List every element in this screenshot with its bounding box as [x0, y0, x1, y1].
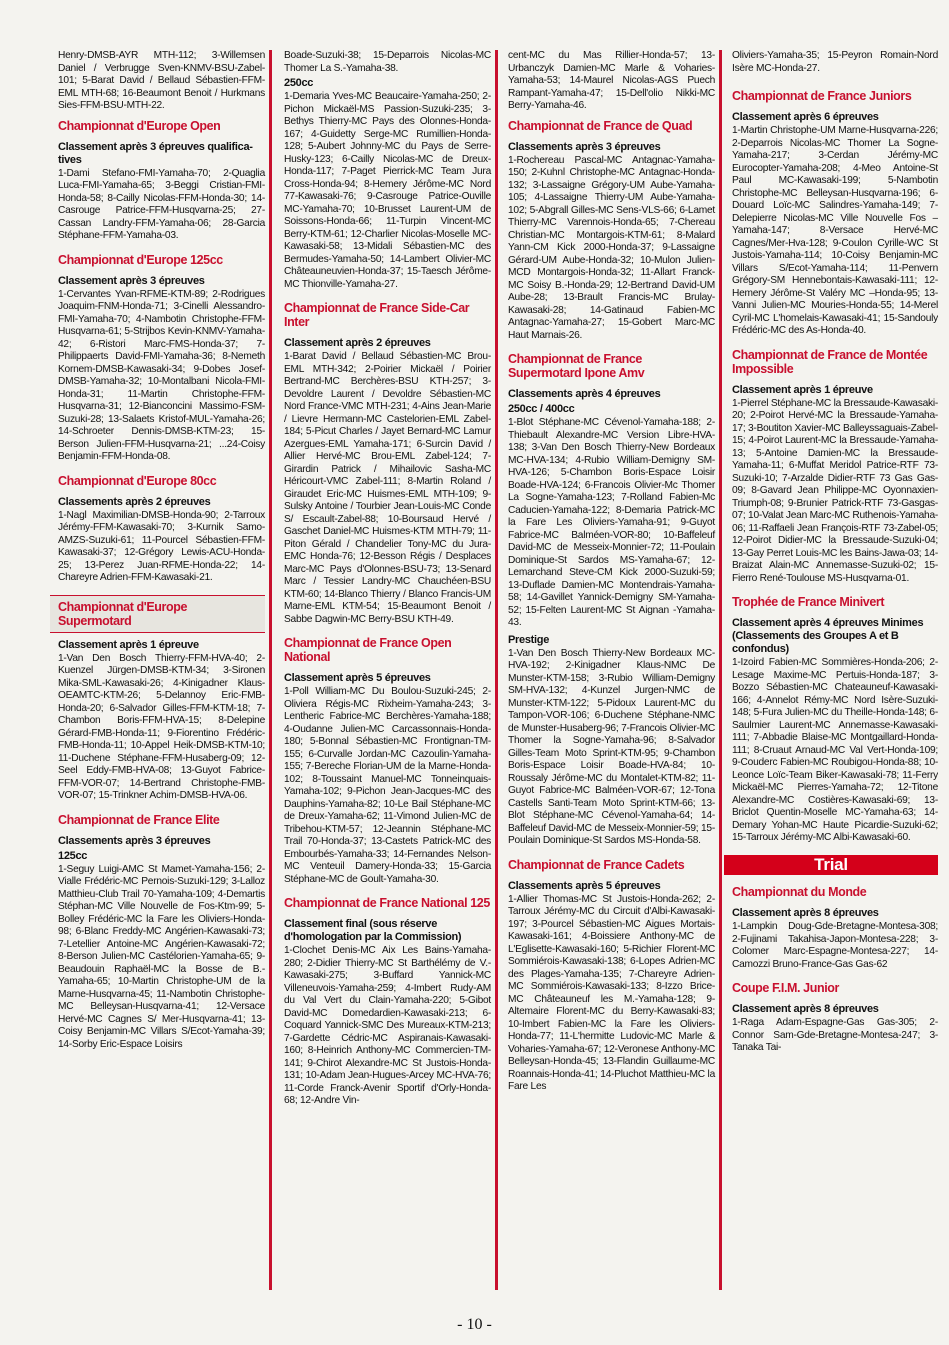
- section-europe-supermotard: [50, 595, 265, 803]
- section-title: Championnat de France Juniors: [732, 89, 912, 103]
- section-subtitle: Classements après 2 épreuves: [58, 495, 211, 508]
- section-title: Championnat de France Elite: [58, 812, 220, 827]
- results-text: 1-Pierrel Stéphane-MC la Bressaude-Kawasaki-20; 2-Poirot Hervé-MC la Bressaude-Yamaha-17; 3-Boutiton Xavier-MC Balleyssaguais-Zabel-15; 4-Poirot Laurent-MC la Bressaude-Yamaha-13; 5-Antoine Damien-MC la Bressaude-Yamaha-11; 6-Muffat Meridol Patrice-RTF 73-Suzuki-10; 7-Arzalde Didier-RTF 73 Gas Gas-09; 8-Gavard Jean Philippe-MC Oyonnaxien-Triumph-08; 9-Brunier Patrick-RTF 73-Gasgas-07; 10-Valat Jean Marc-MC Ruthenois-Yamaha-06; 11-Raffaeli Jean François-RTF 73-Zabel-05; 12-Poirot Didier-MC la Bressaude-Suzuki-04; 13-Gay Perret Louis-MC les Bains-Jawa-03; 14-Braizat Alain-MC Annemasse-Suzuki-02; 15-Fierro René-Toulouse MS-Husqvarna-01.: [732, 397, 938, 584]
- results-text: 1-Cervantes Yvan-RFME-KTM-89; 2-Rodrigues Joaquim-FNM-Honda-71; 3-Cinelli Alessandro-FMI-Yamaha-70; 4-Nambotin Christophe-FFM-Husqvarna-61; 5-Strijbos Kevin-KNMV-Yamaha-42; 6-Ristori Marc-FMS-Honda-37; 7-Philippaerts David-FMI-Yamaha-36; 8-Nemeth Kornem-DMSB-Kawasaki-34; 9-Dobes Josef-DMSB-Yamaha-32; 10-Montalbani Nicola-FMI-Honda-31; 11-Martin Christophe-FFM-Husqvarna-31; 12-Bianconcini Massimo-FSM-Suzuki-28; 13-Salaets Kristof-MUL-Yamaha-26; 14-Schroeter Dennis-DMSB-KTM-23; 15-Berson Julien-FFM-Husqvarna-21; ...24-Coisy Benjamin-FFM-Honda-08.: [58, 288, 265, 462]
- section-coupe-fim-junior: [724, 981, 938, 1055]
- results-text: 1-Raga Adam-Espagne-Gas Gas-305; 2-Connor Sam-Gde-Bretagne-Montesa-247; 3-Tanaka Tai-: [732, 1017, 938, 1053]
- column-2: [276, 50, 498, 1290]
- section-title: Championnat d'Europe 125cc: [58, 252, 223, 267]
- results-text: 1-Martin Christophe-UM Marne-Husqvarna-226; 2-Deparrois Nicolas-MC Thomer La Sogne-Yamaha-217; 3-Cerdan Jérémy-MC Eurocopter-Yamaha-208; 4-Meo Antoine-St Paul MC-Kawasaki-199; 5-Nambotin Christophe-MC Belleysan-Husqvarna-196; 6-Douard Loïc-MC Salindres-Yamaha-149; 7-Delepierre Nicolas-MC Ville Nouvelle Fos –Yamaha-147; 8-Versace Hervé-MC Cagnes/Mer-Hva-128; 9-Coulon Cyrille-WC St Justois-Yamaha-114; 10-Coisy Benjamin-MC Villars S/Ecot-Yamaha-114; 11-Penvern Grégory-SM Hennebontais-Kawasaki-111; 12-Hemery Jérôme-St Valéry MC –Honda-95; 13-Vanni Julien-MC Mouries-Honda-55; 14-Merel Cyril-MC L'homelais-Kawasaki-41; 15-Sandouly Frédéric-MC des As-Honda-40.: [732, 125, 938, 336]
- section-minivert: [724, 595, 938, 845]
- section-quad: [500, 119, 715, 343]
- section-subtitle: Classement après 3 épreuves qualifica-tives: [58, 140, 253, 166]
- class-label: 250cc: [284, 77, 314, 89]
- column-3: [500, 50, 722, 1290]
- section-subtitle: Classement après 6 épreuves: [732, 111, 879, 123]
- section-title: Coupe F.I.M. Junior: [732, 981, 839, 995]
- continued-text: Oliviers-Yamaha-35; 15-Peyron Romain-Nord Isère MC-Honda-27.: [732, 50, 938, 74]
- section-national-125: [276, 896, 491, 1108]
- section-title: Championnat de France de Montée Impossible: [732, 347, 928, 376]
- column-4: [724, 50, 938, 1290]
- section-subtitle: Classement après 4 épreuves Minimes (Classements des Groupes A et B confondus): [732, 617, 924, 655]
- results-text: 1-Poll William-MC Du Boulou-Suzuki-245; 2-Oliviera Régis-MC Rixheim-Yamaha-243; 3-Lentheric Fabrice-MC Berchères-Yamaha-188; 4-Oudanne Julien-MC Carcassonnais-Honda-180; 5-Bonnal Sébastien-MC Frontignan-TM-155; 6-Curvalle Jordan-MC Cazoulin-Yamaha-155; 7-Bereche Florian-UM de la Marne-Honda-102; 8-Toussaint Manuel-MC Tonneinquais-Yamaha-102; 9-Pichon Jean-Jacques-MC des Dauphins-Yamaha-82; 10-Le Bail Stéphane-MC de Dreux-Yamaha-62; 11-Vimond Julien-MC de Tribehou-KTM-57; 12-Jeannin Stéphane-MC Trail 70-Honda-37; 13-Castets Patrick-MC des Embourbés-Yamaha-33; 14-Fernandes Nelson-MC Venteuil Damery-Honda-33; 15-Garcia Stéphane-MC de Goult-Yamaha-30.: [284, 686, 491, 885]
- section-title: Championnat de France de Quad: [508, 118, 693, 133]
- section-subtitle: Classement après 1 épreuve: [732, 383, 873, 396]
- section-open-national: [276, 636, 491, 886]
- section-subtitle: Classements après 3 épreuves: [508, 140, 661, 153]
- class-label: Prestige: [508, 633, 550, 646]
- section-side-car-inter: [276, 301, 491, 626]
- section-title: Championnat d'Europe Supermotard: [50, 595, 265, 633]
- trial-banner: Trial: [724, 855, 938, 876]
- section-subtitle: Classements après 4 épreuves: [508, 388, 661, 400]
- section-title: Championnat d'Europe Open: [58, 118, 221, 133]
- continued-text: Boade-Suzuki-38; 15-Deparrois Nicolas-MC Thomer La S.-Yamaha-38.: [284, 50, 491, 74]
- results-text: 1-Nagl Maximilian-DMSB-Honda-90; 2-Tarroux Jérémy-FFM-Kawasaki-70; 3-Kurnik Samo-AMZS-Suzuki-61; 11-Pourcel Sébastien-FFM-Kawasaki-37; 12-Grégory Lewis-ACU-Honda-25; 13-Perez Juan-RFME-Honda-22; 14-Chareyre Adrien-FFM-Kawasaki-21.: [58, 509, 265, 583]
- results-text: 1-Seguy Luigi-AMC St Mamet-Yamaha-156; 2-Vialle Frédéric-MC Pernois-Suzuki-129; 3-Lalloz Matthieu-Club Trail 70-Yamaha-109; 4-Demartis Stéphan-MC Ville Nouvelle de Fos-Ktm-99; 5-Bolley Frédéric-MC la Fare les Oliviers-Honda-98; 6-Blanc Freddy-MC Angérien-Kawasaki-73; 7-Letellier Antoine-MC Angérien-Kawasaki-72; 8-Berson Julien-MC Castélorien-Yamaha-65; 9-Beaudouin Raphaël-MC la Bosse de B.-Yamaha-65; 10-Martin Christophe-UM de la Marne-Husqvarna-45; 11-Nambotin Christophe-MC Belleysan-Husqvarna-41; 12-Versace Hervé-MC Cagnes S/ Mer-Husqvarna-41; 13-Coisy Benjamin-MC Villars S/Ecot-Yamaha-39; 14-Sorby Eric-Espace Loisirs: [58, 863, 265, 1050]
- results-text: 1-Rochereau Pascal-MC Antagnac-Yamaha-150; 2-Kuhnl Christophe-MC Antagnac-Honda-132; 3-Lassaigne Grégory-UM Aube-Yamaha-105; 4-Lassaigne Thierry-UM Aube-Yamaha-102; 5-Abgrall Gilles-MC Sens-VLS-66; 6-Lamet Thierry-MC Varennois-Honda-65; 7-Chereau Christian-MC Montargois-KTM-61; 8-Malard Yann-CM Kick 2000-Honda-37; 9-Lassaigne Gérard-UM Aube-Honda-32; 10-Mulon Julien-MCD Montargois-Honda-32; 11-Allart Franck-MC Soisy B.-Honda-29; 12-Bertrand David-UM Aube-28; 13-Brault Francis-MC Brulay-Kawasaki-28; 14-Gatinaud Fabien-MC Antagnac-Yamaha-27; 15-Gobert Marc-MC Haut Marnais-26.: [508, 154, 715, 341]
- section-subtitle: Classement final (sous réserve d'homologation par la Commission): [284, 918, 462, 943]
- section-europe-125: [50, 253, 265, 464]
- section-juniors: [724, 89, 938, 338]
- results-text: 1-Clochet Denis-MC Aix Les Bains-Yamaha-280; 2-Didier Thierry-MC St Barthélémy de V.-Kawasaki-275; 3-Buffard Yannick-MC Villeneuvois-Yamaha-259; 4-Imbert Rudy-AM du Val Vert du Clain-Yamaha-220; 5-Gibot David-MC Domedardien-Kawasaki-213; 6-Coquard Yannick-SMC Des Mureaux-KTM-213; 7-Gardette Cédric-MC Aspiranais-Kawasaki-160; 8-Heinrich Anthony-MC Commercien-TM-141; 9-Chirot Alexandre-MC St Justois-Honda-131; 10-Adam Jean-Hugues-Arcey MC-HVA-76; 11-Corde Franck-Avenir Sportif d'Orly-Honda-68; 12-Andre Vin-: [284, 945, 491, 1106]
- section-subtitle: Classement après 8 épreuves: [732, 907, 879, 919]
- section-cadets: [500, 858, 715, 1094]
- section-subtitle: Classement après 3 épreuves: [58, 274, 205, 287]
- class-label: 250cc / 400cc: [508, 403, 575, 415]
- section-subtitle: Classement après 5 épreuves: [284, 672, 431, 684]
- section-title: Trophée de France Minivert: [732, 595, 885, 609]
- section-title: Championnat de France Supermotard Ipone Amv: [508, 352, 645, 380]
- page-number: - 10 -: [457, 1316, 492, 1333]
- column-1: [50, 50, 272, 1290]
- section-title: Championnat de France Open National: [284, 636, 452, 664]
- results-text: 1-Izoird Fabien-MC Sommières-Honda-206; 2-Lesage Maxime-MC Pertuis-Honda-187; 3-Bozzo Sébastien-MC Chateauneuf-Kawasaki-166; 4-Annelot Rémy-MC Nord Isère-Suzuki-148; 5-Fura Julien-MC du Theille-Honda-148; 6-Saulmier Laurent-MC Annemasse-Kawasaki-111; 7-Abbadie Blaise-MC Montgaillard-Honda-111; 8-Cruaut Arnaud-MC Val Vert-Honda-109; 9-Couderc Fabien-MC Roubigou-Honda-88; 10-Leonce Loïc-Team Biker-Kawasaki-78; 11-Ferry Mickaël-MC Pierres-Yamaha-72; 12-Titone Alexandre-MC Costières-Kawasaki-69; 13-Briclot Quentin-Moselle MC-Yamaha-63; 14-Demary Yohan-MC Haute Picardie-Suzuki-62; 15-Tarroux Jérémy-MC Albi-Kawasaki-60.: [732, 657, 938, 843]
- section-europe-80: [50, 474, 265, 585]
- section-subtitle: Classements après 3 épreuves: [58, 834, 211, 847]
- continued-text: cent-MC du Mas Rillier-Honda-57; 13-Urbanczyk Damien-MC Marle & Voharies-Yamaha-53; 14-Maurel Nicolas-AGS Puech Rampant-Yamaha-47; 15-Dell'olio Nikki-MC Berry-Yamaha-46.: [508, 50, 715, 111]
- section-title: Championnat de France Cadets: [508, 857, 685, 872]
- section-subtitle: Classement après 2 épreuves: [284, 337, 431, 349]
- section-title: Championnat de France National 125: [284, 896, 490, 910]
- results-text: 1-Van Den Bosch Thierry-FFM-HVA-40; 2-Kuenzel Jürgen-DMSB-KTM-34; 3-Sironen Mika-SML-Kawasaki-26; 4-Kinigadner Klaus-OEAMTC-KTM-26; 5-Delannoy Eric-FMB-Honda-20; 6-Salvador Gilles-FFM-KTM-18; 7-Chambon Boris-FFM-HVA-15; 8-Delepine Gérard-FMB-Honda-11; 9-Fiorentino Frédéric-FMB-Honda-11; 10-Appel Heik-DMSB-KTM-10; 11-Duchene Stéphane-FFM-Husaberg-09; 12-Seel Eddy-FMB-HVA-08; 13-Guyot Fabrice-FFM-VOR-07; 14-Bertrand Christophe-FMB-VOR-07; 15-Trinkner Achim-DMSB-HVA-06.: [58, 652, 265, 801]
- results-text: 1-Van Den Bosch Thierry-New Bordeaux MC-HVA-192; 2-Kinigadner Klaus-NMC De Munster-KTM-158; 3-Rubio William-Demigny SM-HVA-132; 4-Kunzel Jurgen-NMC de Munster-KTM-122; 5-Pidoux Laurent-MC du Tampon-VOR-106; 6-Duchene Stéphane-NMC de Munster-Husaberg-96; 7-Francois Olivier-MC Thomer la Sogne-Yamaha-96; 8-Salvador Gilles-Team Moto Sprint-KTM-95; 9-Chambon Boris-Espace Loisir Boade-HVA-84; 10-Roussaly Jérôme-MC du Montalet-KTM-82; 11-Guyot Fabrice-MC Balméen-VOR-67; 12-Tona Castells Santi-Team Moto Sprint-KTM-66; 13-Blot Stéphane-MC Cévenol-Yamaha-64; 14-Baffeleuf David-MC de Messeix-Monnier-59; 15-Poulain Dominique-St Sardos MS-Honda-58.: [508, 647, 715, 846]
- continued-text: Henry-DMSB-AYR MTH-112; 3-Willemsen Daniel / Verbrugge Sven-KNMV-BSU-Zabel-101; 5-Barat David / Bellaud Sébastien-FFM-EML MTH-68; 16-Beaumont Benoit / Hurkmans Sies-FFM-BSU-MTH-22.: [58, 50, 265, 111]
- section-subtitle: Classement après 8 épreuves: [732, 1003, 879, 1015]
- section-title: Championnat de France Side-Car Inter: [284, 301, 470, 329]
- section-title: Championnat du Monde: [732, 885, 867, 899]
- results-text: 1-Dami Stefano-FMI-Yamaha-70; 2-Quaglia Luca-FMI-Yamaha-65; 3-Beggi Cristian-FMI-Honda-58; 8-Cailly Nicolas-FFM-Honda-30; 14-Casrouge Patrice-FFM-Husqvarna-25; 27-Cassan Landry-FFM-Yamaha-06; 28-Garcia Stéphane-FFM-Yamaha-03.: [58, 167, 265, 241]
- class-label: 125cc: [58, 849, 88, 862]
- section-trial-monde: [724, 885, 938, 971]
- section-supermotard: [500, 352, 715, 848]
- section-title: Championnat d'Europe 80cc: [58, 473, 217, 488]
- section-montee-impossible: [724, 348, 938, 586]
- results-text: 1-Allier Thomas-MC St Justois-Honda-262; 2-Tarroux Jérémy-MC du Circuit d'Albi-Kawasaki-197; 3-Pourcel Sébastien-MC Aigues Mortais-Kawasaki-161; 4-Boissiere Anthony-MC de L'Eglisette-Kawasaki-160; 5-Richier Florent-MC Sommiérois-Kawasaki-138; 6-Lopes Adrien-MC des Plages-Yamaha-135; 7-Chareyre Adrien-MC Sommiérois-Kawasaki-133; 8-Izzo Brice-MC Châteauneuf les M.-Yamaha-128; 9-Altemaire Florent-MC du Berry-Kawasaki-83; 10-Imbert Fabien-MC la Fare les Oliviers-Honda-77; 11-L'hermitte Ludovic-MC Marle & Voharies-Yamaha-67; 12-Veronese Anthony-MC Belleysan-Honda-45; 13-Flandin Guillaume-MC Roannais-Honda-41; 14-Pluchot Matthieu-MC la Fare Les: [508, 893, 715, 1092]
- results-text: 1-Lampkin Doug-Gde-Bretagne-Montesa-308; 2-Fujinami Takahisa-Japon-Montesa-228; 3-Colomer Marc-Espagne-Montesa-227; 14-Camozzi Bruno-France-Gas Gas-62: [732, 921, 938, 970]
- section-subtitle: Classements après 5 épreuves: [508, 879, 661, 892]
- section-france-elite: [50, 813, 265, 1052]
- section-subtitle: Classement après 1 épreuve: [58, 638, 199, 651]
- results-text: 1-Barat David / Bellaud Sébastien-MC Brou-EML MTH-342; 2-Poirier Mickaël / Poirier Bertrand-MC Berchères-BSU KTH-257; 3-Devoldre Laurent / Devoldre Sébastien-MC Nord France-VMC MTH-231; 4-Ains Jean-Marie / Lievre Hermann-MC Castelorien-EML Zabel-184; 5-Picut Charles / Jayet Bernard-MC Lamur Azergues-EML Yamaha-171; 6-Surcin David / Allier Hervé-MC Brou-EML Zabel-124; 7-Girardin Patrick / Mihailovic Sasha-MC Héricourt-VMC Zabel-111; 8-Martin Roland / Giraudet Eric-MC Huismes-EML MTH-109; 9-Sulsky Antoine / Tourbier Jean-Louis-MC Conde S/ Escault-Zabel-88; 10-Boursaud Hervé / Gaschet Daniel-MC Huismes-KTM MTH-79; 11-Piton Gérald / Chandelier Tony-MC du Jura-EMC Honda-76; 12-Besson Régis / Desplaces Marc-MC Pays d'Olonnes-BSU-73; 13-Senard Marc / Tessier Landry-MC Chauchéen-BSU KTM-60; 14-Blanco Thierry / Blanco Francis-UM Marne-EML KTM-54; 15-Beaumont Benoit / Sabbe Dagwin-MC Berry-BSU KTH-49.: [284, 351, 491, 625]
- results-text: 1-Demaria Yves-MC Beaucaire-Yamaha-250; 2-Pichon Mickaël-MS Passion-Suzuki-235; 3-Bethys Thierry-MC Pays des Olonnes-Honda-167; 4-Guidetty Serge-MC Rumillien-Honda-128; 5-Aubert Johnny-MC du Pays de Serre-Husky-123; 6-Cailly Nicolas-MC de Dreux-Honda-117; 7-Paget Pierrick-MC Team Jura Cross-Honda-94; 8-Hemery Jérôme-MC Nord 77-Kawasaki-76; 9-Casrouge Patrice-Ouville MC-Yamaha-70; 10-Brusset Laurent-UM de Soissons-Honda-66; 11-Turpin Vincent-MC Berry-KTM-61; 12-Charlier Nicolas-Moselle MC-Kawasaki-58; 13-Midali Sébastien-MC des Bermudes-Yamaha-50; 14-Lambert Olivier-MC Châteauneuvien-Honda-37; 15-Taesch Jérôme-MC Thionville-Yamaha-27.: [284, 91, 491, 290]
- section-europe-open: [50, 119, 265, 243]
- results-text: 1-Blot Stéphane-MC Cévenol-Yamaha-188; 2-Thiebault Alexandre-MC Version Libre-HVA-138; 3-Van Den Bosch Thierry-New Bordeaux MC-HVA-134; 4-Rubio William-Demigny SM-HVA-126; 5-Chambon Boris-Espace Loisir Boade-HVA-124; 6-Francois Olivier-Mc Thomer La Sogne-Yamaha-123; 7-Rolland Fabien-Mc Caducien-Yamaha-122; 8-Demaria Patrick-MC la Fare Les Oliviers-Yamaha-91; 9-Guyot Fabrice-MC Balméen-VOR-80; 10-Baffeleuf David-MC de Messeix-Monnier-72; 11-Poulain Dominique-St Sardos MS-Yamaha-67; 12-Lemarchand Steve-CM Kick 2000-Suzuki-59; 13-Duflade Damien-MC Montendrais-Yamaha-58; 14-Gavillet Yannick-Demigny SM-Yamaha-52; 15-Felten Laurent-MC St Aignan -Yamaha-43.: [508, 417, 715, 628]
